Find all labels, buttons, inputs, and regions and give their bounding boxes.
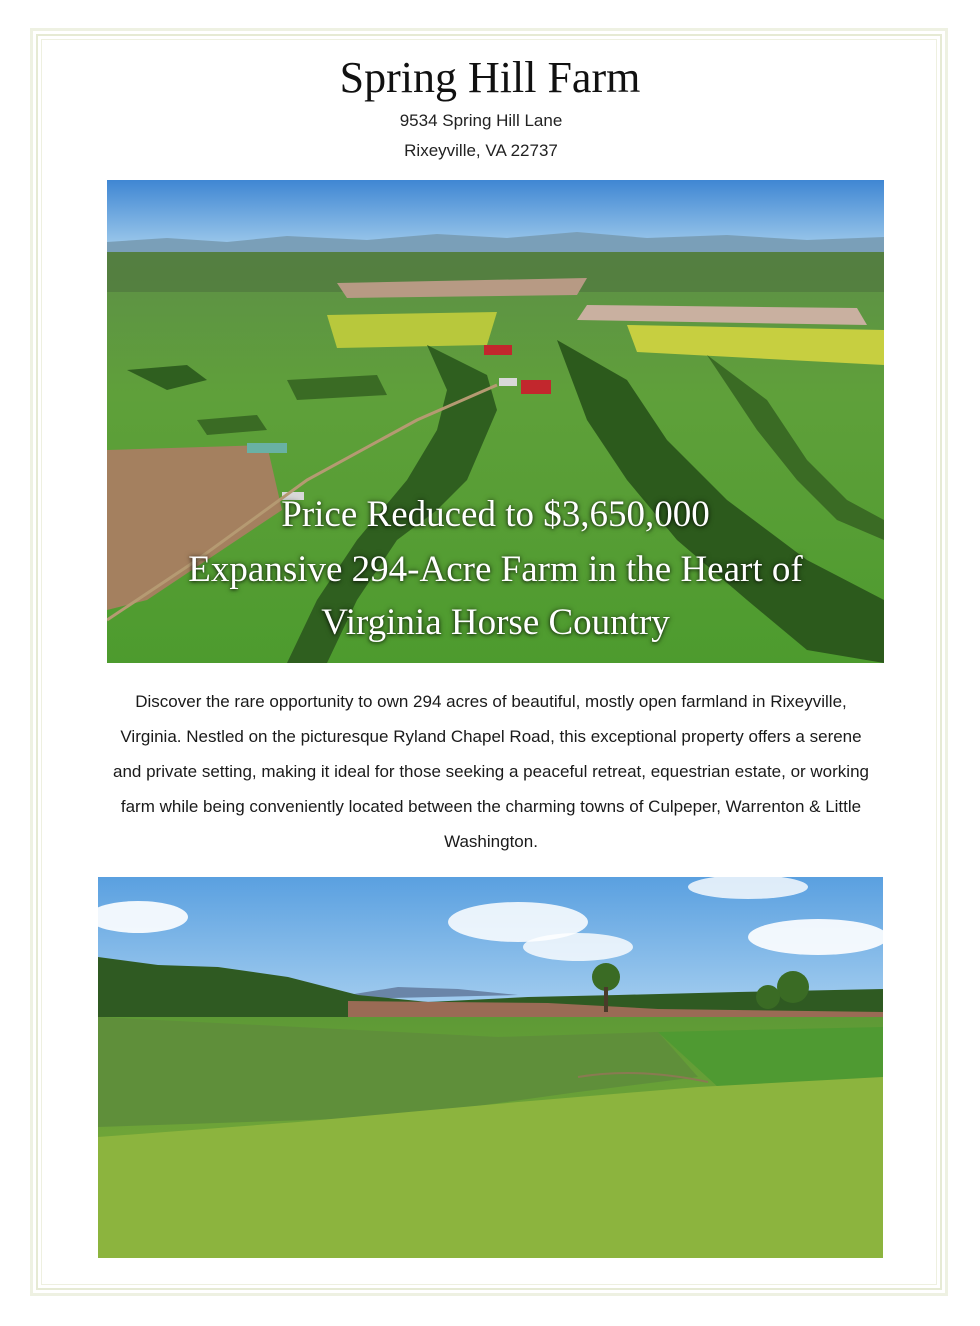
rolling-fields-photo	[98, 877, 883, 1258]
farm-title: Spring Hill Farm	[339, 53, 641, 102]
acreage-headline: Expansive 294-Acre Farm in the Heart of	[188, 549, 803, 590]
aerial-farm-photo	[107, 180, 884, 663]
rolling-fields-illustration	[98, 877, 883, 1258]
location-headline: Virginia Horse Country	[321, 602, 670, 643]
address-street: 9534 Spring Hill Lane	[399, 111, 563, 130]
property-description: Discover the rare opportunity to own 294 acres of beautiful, mostly open farmland in Rixeyville, Virginia. Nestled on the picturesque Ryland Chapel Road, this exceptional property offers a serene and private setting, making it ideal for those seeking a peaceful retreat, equestrian estate, or working farm while being conveniently located between the charming towns of Culpeper, Warrenton & Little Washington.	[113, 692, 869, 851]
address-city: Rixeyville, VA 22737	[404, 141, 558, 160]
price-headline: Price Reduced to $3,650,000	[281, 494, 710, 535]
